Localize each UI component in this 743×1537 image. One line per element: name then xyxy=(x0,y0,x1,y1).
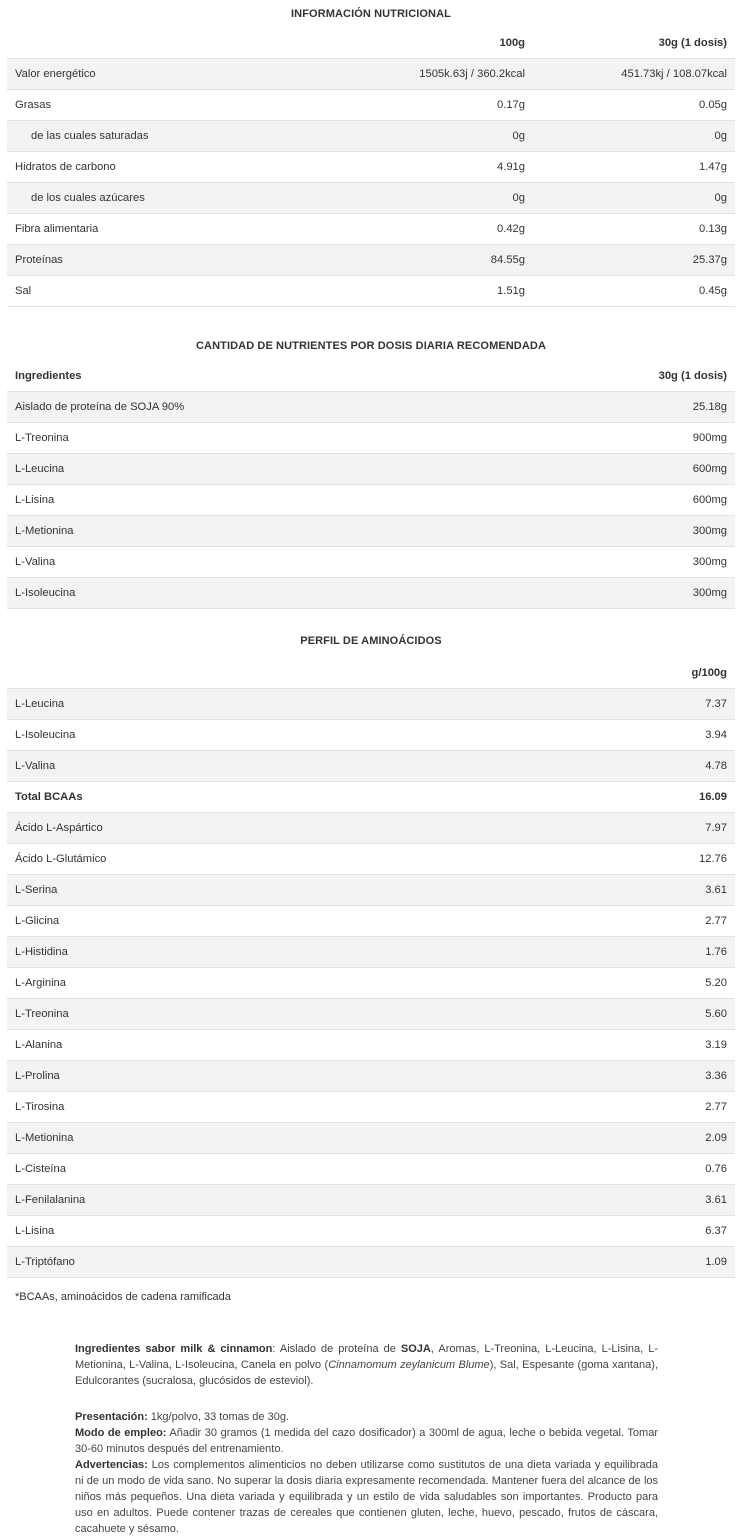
amino-title: PERFIL DE AMINOÁCIDOS xyxy=(300,635,442,647)
amino-row xyxy=(7,720,735,751)
amino-value: 2.77 xyxy=(499,906,735,937)
bcaa-footnote: *BCAAs, aminoácidos de cadena ramificada xyxy=(15,1291,231,1303)
ingredient-amount: 600mg xyxy=(507,485,735,516)
amino-label: L-Treonina xyxy=(7,999,499,1030)
nutrient-value-100g: 0g xyxy=(259,121,533,152)
amino-row xyxy=(7,968,735,999)
amino-label: L-Isoleucina xyxy=(7,720,499,751)
presentacion-line xyxy=(75,1409,658,1425)
ingredients-text-2: , Aromas, L-Treonina, L-Leucina, L-Lisina, L-Metionina, L-Valina, L-Isoleucina, Canela en polvo ( xyxy=(75,1343,658,1371)
amino-label: Ácido L-Glutámico xyxy=(7,844,499,875)
amino-label: L-Triptófano xyxy=(7,1247,499,1278)
amino-row xyxy=(7,1061,735,1092)
ingredient-label: L-Valina xyxy=(7,547,507,578)
nutrient-value-dose: 0g xyxy=(533,121,735,152)
amino-label: L-Histidina xyxy=(7,937,499,968)
amino-value: 5.20 xyxy=(499,968,735,999)
amino-value: 0.76 xyxy=(499,1154,735,1185)
dose-table xyxy=(7,361,735,609)
nutrition-row xyxy=(7,245,735,276)
nutrient-value-100g: 84.55g xyxy=(259,245,533,276)
nutrient-label: Proteínas xyxy=(7,245,259,276)
amino-col-value: g/100g xyxy=(499,658,735,689)
nutrient-value-dose: 0.45g xyxy=(533,276,735,307)
amino-row xyxy=(7,875,735,906)
ingredient-label: L-Leucina xyxy=(7,454,507,485)
amino-value: 7.97 xyxy=(499,813,735,844)
amino-value: 3.19 xyxy=(499,1030,735,1061)
amino-row xyxy=(7,1247,735,1278)
dose-col-ingredients: Ingredientes xyxy=(7,361,507,392)
amino-value: 16.09 xyxy=(499,782,735,813)
amino-label: L-Leucina xyxy=(7,689,499,720)
ingredients-soja: SOJA xyxy=(400,1343,431,1355)
amino-row xyxy=(7,782,735,813)
nutrient-value-100g: 4.91g xyxy=(259,152,533,183)
dose-row xyxy=(7,578,735,609)
nutrition-row xyxy=(7,152,735,183)
modo-empleo-text: Añadir 30 gramos (1 medida del cazo dosificador) a 300ml de agua, leche o bebida vegetal. Tomar 30-60 minutos después del entrenamiento. xyxy=(75,1427,658,1455)
nutrition-row xyxy=(7,214,735,245)
amino-row xyxy=(7,1030,735,1061)
amino-label: L-Arginina xyxy=(7,968,499,999)
ingredient-label: Aislado de proteína de SOJA 90% xyxy=(7,392,507,423)
amino-row xyxy=(7,1123,735,1154)
nutrition-row xyxy=(7,59,735,90)
nutrition-row xyxy=(7,183,735,214)
amino-table xyxy=(7,658,735,1278)
presentacion-label: Presentación: xyxy=(75,1411,148,1423)
amino-label: L-Cisteína xyxy=(7,1154,499,1185)
amino-value: 1.09 xyxy=(499,1247,735,1278)
presentacion-text: 1kg/polvo, 33 tomas de 30g. xyxy=(147,1411,290,1423)
amino-value: 4.78 xyxy=(499,751,735,782)
nutrient-value-dose: 25.37g xyxy=(533,245,735,276)
ingredients-text-3: ), Sal, Espesante (goma xantana), Edulcorantes (sucralosa, glucósidos de esteviol). xyxy=(75,1359,659,1387)
ingredient-amount: 300mg xyxy=(507,516,735,547)
nutrient-value-dose: 1.47g xyxy=(533,152,735,183)
ingredient-label: L-Lisina xyxy=(7,485,507,516)
modo-empleo-line xyxy=(75,1425,658,1457)
amino-row xyxy=(7,689,735,720)
dose-col-value: 30g (1 dosis) xyxy=(507,361,735,392)
ingredient-label: L-Metionina xyxy=(7,516,507,547)
nutrition-row xyxy=(7,121,735,152)
amino-value: 2.09 xyxy=(499,1123,735,1154)
amino-value: 3.61 xyxy=(499,875,735,906)
amino-value: 3.61 xyxy=(499,1185,735,1216)
amino-value: 3.36 xyxy=(499,1061,735,1092)
nutrient-value-dose: 0.05g xyxy=(533,90,735,121)
ingredient-amount: 25.18g xyxy=(507,392,735,423)
amino-row xyxy=(7,937,735,968)
ingredients-paragraph xyxy=(75,1341,658,1389)
ingredient-label: L-Isoleucina xyxy=(7,578,507,609)
nutrition-title: INFORMACIÓN NUTRICIONAL xyxy=(291,8,451,20)
dose-row xyxy=(7,547,735,578)
amino-header-row xyxy=(7,658,735,689)
nutrition-row xyxy=(7,276,735,307)
amino-row xyxy=(7,1154,735,1185)
amino-value: 7.37 xyxy=(499,689,735,720)
amino-label: L-Fenilalanina xyxy=(7,1185,499,1216)
ingredients-label: Ingredientes sabor milk & cinnamon xyxy=(75,1343,273,1355)
dose-title: CANTIDAD DE NUTRIENTES POR DOSIS DIARIA RECOMENDADA xyxy=(196,340,546,352)
nutrient-label: Valor energético xyxy=(7,59,259,90)
amino-label: L-Glicina xyxy=(7,906,499,937)
amino-row xyxy=(7,844,735,875)
amino-label: L-Valina xyxy=(7,751,499,782)
dose-row xyxy=(7,423,735,454)
amino-value: 5.60 xyxy=(499,999,735,1030)
amino-row xyxy=(7,751,735,782)
nutrition-row xyxy=(7,90,735,121)
amino-value: 6.37 xyxy=(499,1216,735,1247)
amino-row xyxy=(7,999,735,1030)
nutrient-value-100g: 0g xyxy=(259,183,533,214)
ingredients-latin-name: Cinnamomum zeylanicum Blume xyxy=(328,1359,490,1371)
nutrient-value-100g: 1.51g xyxy=(259,276,533,307)
nutrient-label: Fibra alimentaria xyxy=(7,214,259,245)
amino-label: L-Prolina xyxy=(7,1061,499,1092)
amino-label: Ácido L-Aspártico xyxy=(7,813,499,844)
amino-header-blank xyxy=(7,658,499,689)
nutrition-header-blank xyxy=(7,28,259,59)
dose-row xyxy=(7,392,735,423)
nutrition-table xyxy=(7,28,735,307)
ingredient-amount: 600mg xyxy=(507,454,735,485)
nutrition-col-dose: 30g (1 dosis) xyxy=(533,28,735,59)
amino-value: 1.76 xyxy=(499,937,735,968)
amino-row xyxy=(7,813,735,844)
amino-row xyxy=(7,1092,735,1123)
dose-header-row xyxy=(7,361,735,392)
nutrient-value-dose: 451.73kj / 108.07kcal xyxy=(533,59,735,90)
amino-row xyxy=(7,1185,735,1216)
nutrient-value-dose: 0g xyxy=(533,183,735,214)
advertencias-label: Advertencias: xyxy=(75,1459,148,1471)
nutrient-value-100g: 0.42g xyxy=(259,214,533,245)
amino-value: 3.94 xyxy=(499,720,735,751)
amino-label: L-Alanina xyxy=(7,1030,499,1061)
ingredient-label: L-Treonina xyxy=(7,423,507,454)
product-info xyxy=(75,1409,658,1537)
ingredient-amount: 300mg xyxy=(507,547,735,578)
advertencias-text: Los complementos alimenticios no deben utilizarse como sustitutos de una dieta variada y equilibrada ni de un modo de vida sano. No superar la dosis diaria expresamente recomendada. Mantener fuera del alcance de los niños más pequeños. Una dieta variada y equilibrada y un estilo de vida saludables son importantes. Producto para uso en adultos. Puede contener trazas de cereales que contienen gluten, leche, huevo, pescado, frutos de cáscara, cacahuete y sésamo. xyxy=(75,1459,658,1535)
amino-row xyxy=(7,906,735,937)
nutrient-value-100g: 1505k.63j / 360.2kcal xyxy=(259,59,533,90)
nutrient-label: de las cuales saturadas xyxy=(7,121,259,152)
modo-empleo-label: Modo de empleo: xyxy=(75,1427,167,1439)
nutrient-value-dose: 0.13g xyxy=(533,214,735,245)
dose-row xyxy=(7,516,735,547)
amino-label: L-Serina xyxy=(7,875,499,906)
amino-label: L-Tirosina xyxy=(7,1092,499,1123)
nutrient-label: Hidratos de carbono xyxy=(7,152,259,183)
nutrient-label: Grasas xyxy=(7,90,259,121)
ingredient-amount: 900mg xyxy=(507,423,735,454)
nutrient-label: Sal xyxy=(7,276,259,307)
amino-row xyxy=(7,1216,735,1247)
page-content xyxy=(7,0,735,1303)
nutrient-label: de los cuales azúcares xyxy=(7,183,259,214)
amino-value: 2.77 xyxy=(499,1092,735,1123)
ingredient-amount: 300mg xyxy=(507,578,735,609)
amino-label: L-Metionina xyxy=(7,1123,499,1154)
nutrition-col-100g: 100g xyxy=(259,28,533,59)
amino-label: Total BCAAs xyxy=(7,782,499,813)
dose-row xyxy=(7,485,735,516)
amino-label: L-Lisina xyxy=(7,1216,499,1247)
advertencias-line xyxy=(75,1457,658,1537)
nutrient-value-100g: 0.17g xyxy=(259,90,533,121)
nutrition-header-row xyxy=(7,28,735,59)
amino-value: 12.76 xyxy=(499,844,735,875)
ingredients-text-1: : Aislado de proteína de xyxy=(272,1343,401,1355)
dose-row xyxy=(7,454,735,485)
